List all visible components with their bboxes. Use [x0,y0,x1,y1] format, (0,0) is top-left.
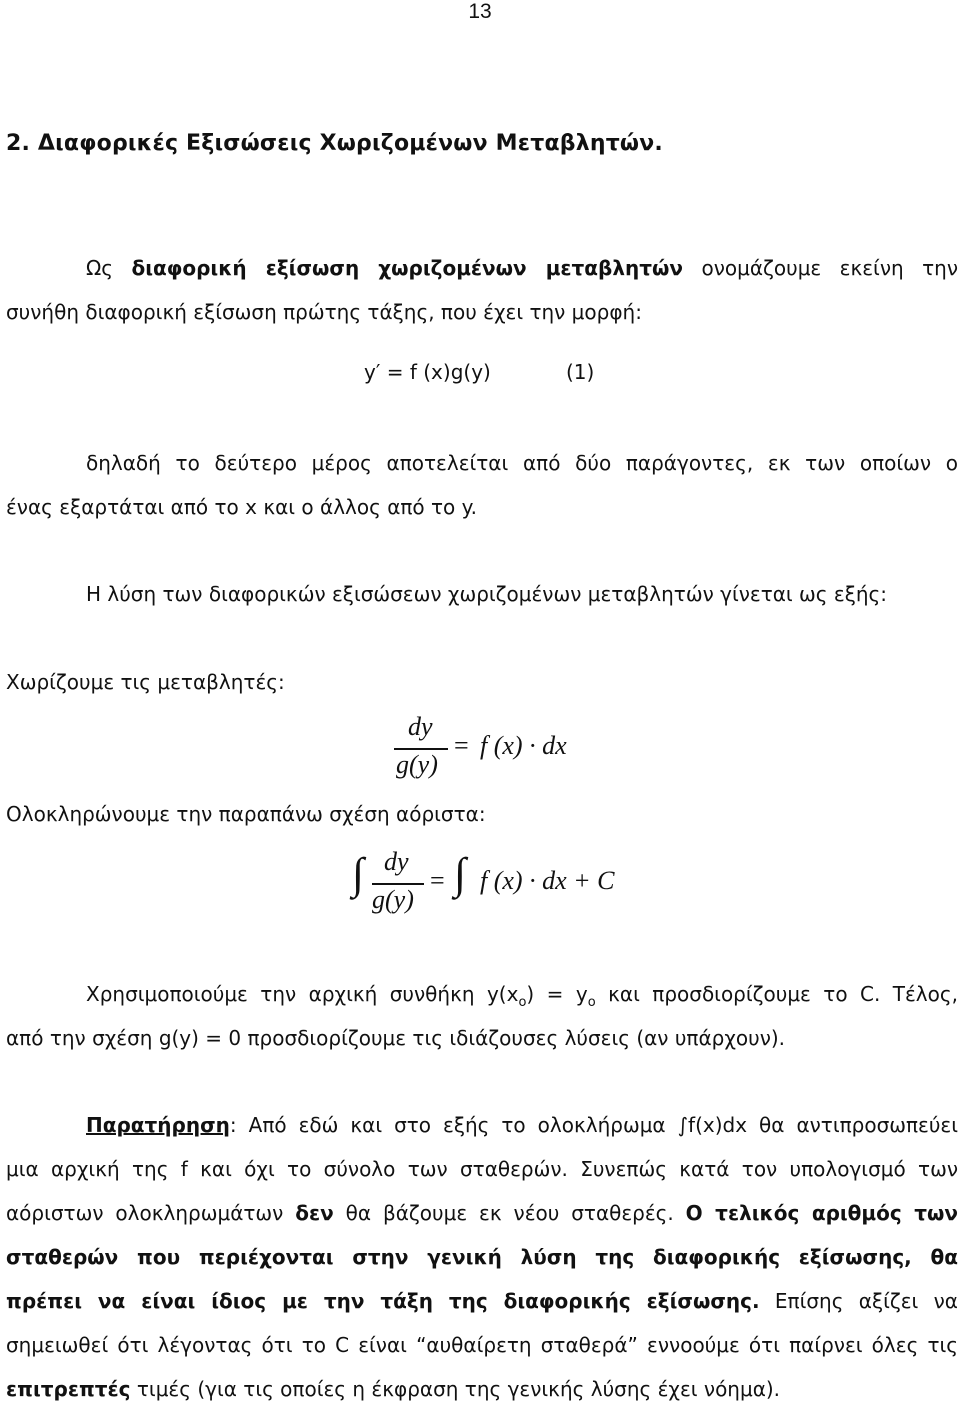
ic-text: Χρησιμοποιούμε την αρχική συνθήκη y(x [86,982,519,1006]
intro-term: διαφορική εξίσωση χωριζομένων μεταβλητών [131,256,684,280]
remark-bold: επιτρεπτές [6,1377,131,1401]
intro-line-2: συνήθη διαφορική εξίσωση πρώτης τάξης, που έχει την μορφή: [6,300,642,324]
remark-label: Παρατήρηση [86,1113,230,1137]
remark-line-2: μια αρχική της f και όχι το σύνολο των σταθερών. Συνεπώς κατά τον υπολογισμό των [6,1157,958,1181]
remark-line-4 [6,1245,958,1269]
intro-text: Ως [86,256,132,280]
remark-text: f(x)dx θα αντιπροσωπεύει [688,1113,959,1137]
remark-line-3 [6,1201,958,1225]
remark-line-7 [6,1377,958,1401]
eq2-equals: = [454,731,469,760]
integrate-label: Ολοκληρώνουμε την παραπάνω σχέση αόριστα: [6,802,486,826]
eq2-numerator: dy [408,712,433,741]
remark-text: Επίσης αξίζει να [759,1289,958,1313]
remark-line-1 [86,1113,958,1137]
eq3-rhs: f (x) · dx + C [480,866,615,895]
remark-text: αόριστων ολοκληρωμάτων [6,1201,296,1225]
eq2-rhs: f (x) · dx [480,731,567,760]
equation-1-number: (1) [566,360,595,384]
explanation-line-1: δηλαδή το δεύτερο μέρος αποτελείται από δύο παράγοντες, εκ των οποίων ο [86,451,958,475]
separate-label: Χωρίζουμε τις μεταβλητές: [6,670,285,694]
intro-line-1 [86,256,958,280]
intro-text: ονομάζουμε εκείνη την [683,256,958,280]
page-number: 13 [468,0,492,23]
remark-line-5 [6,1289,958,1313]
eq3-integral-right: ∫ [454,849,467,898]
remark-text: : Από εδώ και στο εξής το ολοκλήρωμα [229,1113,678,1137]
equation-1: y′ = f (x)g(y) [364,360,491,384]
eq2-denominator: g(y) [396,750,438,779]
remark-text: τιμές (για τις οποίες η έκφραση της γενικής λύσης έχει νόημα). [130,1377,781,1401]
remark-text: θα βάζουμε εκ νέου σταθερές. [333,1201,686,1225]
initial-condition-line-2: από την σχέση g(y) = 0 προσδιορίζουμε τις ιδιάζουσες λύσεις (αν υπάρχουν). [6,1026,786,1050]
remark-line-6: σημειωθεί ότι λέγοντας ότι το C είναι “αυθαίρετη σταθερά” εννοούμε ότι παίρνει όλες τις [6,1333,958,1357]
ic-text: και προσδιορίζουμε το C. Τέλος, [595,982,958,1006]
eq3-integral-left: ∫ [352,849,365,898]
remark-bold: σταθερών που περιέχονται στην γενική λύση της διαφορικής εξίσωσης, θα [6,1245,958,1269]
eq3-equals: = [430,866,445,895]
remark-bold: Ο τελικός αριθμός των [685,1201,959,1225]
explanation-line-2: ένας εξαρτάται από το x και ο άλλος από το y. [6,495,477,519]
ic-subscript: o [587,995,596,1010]
solution-intro: Η λύση των διαφορικών εξισώσεων χωριζομένων μεταβλητών γίνεται ως εξής: [86,582,888,606]
section-heading: 2. Διαφορικές Εξισώσεις Χωριζομένων Μεταβλητών. [6,131,663,156]
eq3-numerator: dy [384,847,409,876]
ic-text: ) = y [526,982,588,1006]
initial-condition-line-1 [86,982,958,1010]
remark-bold: πρέπει να είναι ίδιος με την τάξη της διαφορικής εξίσωσης. [6,1289,760,1313]
remark-bold: δεν [295,1201,334,1225]
ic-subscript: o [518,995,527,1010]
eq3-denominator: g(y) [372,885,414,914]
remark-integral-sign: ∫ [677,1113,689,1137]
